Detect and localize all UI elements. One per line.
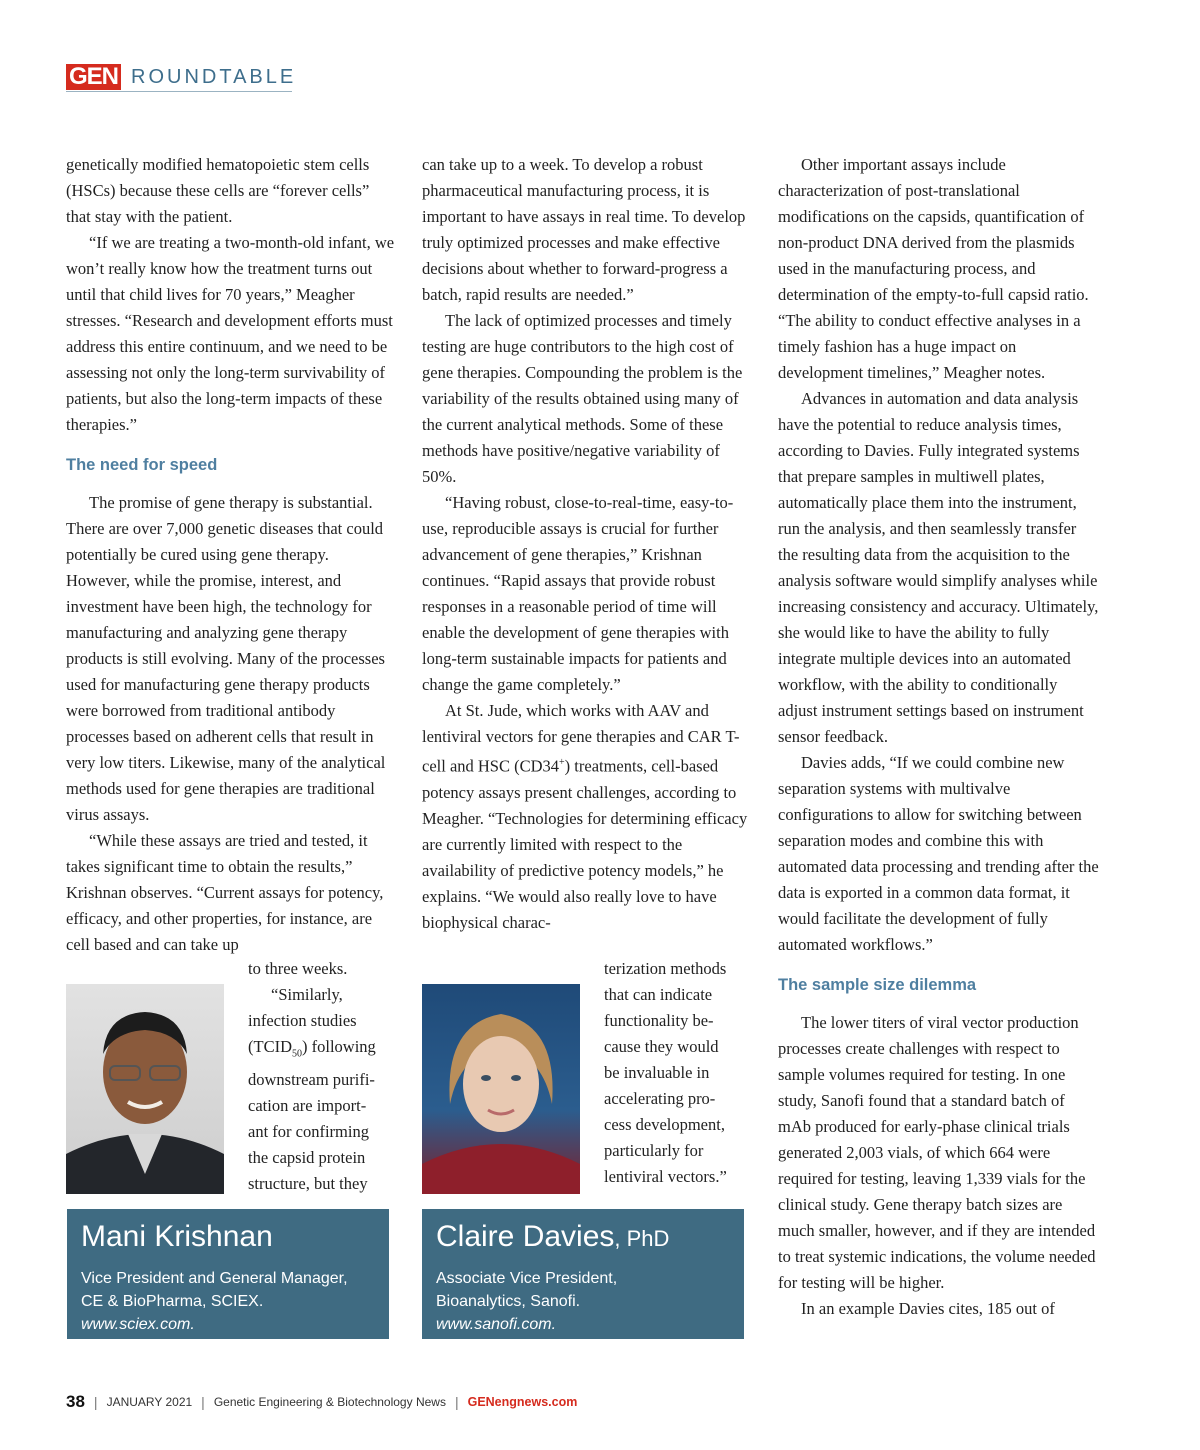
paragraph: “Having robust, close-to-real-time, easy-to-use, reproducible assays is crucial for further advancement of gene therapies,” Krishnan continues. “Rapid assays that provide robust responses in a reasonable period of time will enable the development of gene therapies with long-term sustainable impacts for patients and change the game completely.” [422, 493, 734, 694]
text-line: functionality be- [604, 1011, 714, 1030]
text-line: infection studies [248, 1011, 357, 1030]
text-line: ant for confirming [248, 1122, 369, 1142]
bio-title: Associate Vice President, Bioanalytics, Sanofi. [436, 1270, 618, 1310]
article-column-1 [66, 152, 396, 958]
article-column-2 [422, 152, 752, 936]
text-line: be invaluable in [604, 1063, 710, 1082]
gen-logo: GEN [66, 64, 121, 90]
paragraph: Davies adds, “If we could combine new separation systems with multivalve configurations to allow for switching between separation modes and combine this with automated data processing and trending after the data is exported in a common data format, it would facilitate the development of fully automated workflows.” [778, 753, 1099, 954]
bio-name: Mani Krishnan [81, 1220, 273, 1253]
text-line: to three weeks. [248, 959, 348, 978]
bio-name: Claire Davies, PhD [436, 1220, 670, 1253]
publication-name: Genetic Engineering & Biotechnology News [213, 1395, 446, 1409]
page-number: 38 [66, 1392, 85, 1411]
davies-portrait-image [422, 984, 580, 1194]
paragraph: The lower titers of viral vector production processes create challenges with respect to sample volumes required for testing. In one study, Sanofi found that a standard batch of mAb produced for early-phase clinical trials generated 2,003 vials, of which 664 were required for testing, leaving 1,339 vials for the clinical study. Gene therapy batch sizes are much smaller, however, and if they are intended to treat systemic indications, the volume needed for testing will be higher. [778, 1013, 1096, 1292]
portrait-icon [422, 984, 580, 1194]
paragraph: The lack of optimized processes and timely testing are huge contributors to the high cost of gene therapies. Compounding the problem is the variability of the results obtained using many of the current analytical methods. Some of these methods have positive/negative variability of 50%. [422, 311, 743, 486]
text-line: the capsid protein [248, 1148, 366, 1168]
paragraph: At St. Jude, which works with AAV and lentiviral vectors for gene therapies and CAR T-cell and HSC (CD34+) treatments, cell-based potency assays present challenges, according to Meagher. “Technologies for determining efficacy are currently limited with respect to the availability of predictive potency models,” he explains. “We would also really love to have biophysical charac- [422, 701, 748, 932]
text-line: “Similarly, [271, 985, 343, 1004]
section-label: ROUNDTABLE [131, 65, 297, 88]
text-line: terization methods [604, 959, 727, 978]
bio-card-krishnan [67, 1209, 389, 1339]
text-line: particularly for [604, 1141, 704, 1160]
text-line: structure, but they [248, 1174, 368, 1194]
paragraph: Other important assays include characterization of post-translational modifications on the capsids, quantification of non-product DNA derived from the plasmids used in the manufacturing process, and determination of the empty-to-full capsid ratio. “The ability to conduct effective analyses in a timely fashion has a huge impact on development timelines,” Meagher notes. [778, 155, 1089, 382]
text-line: downstream purifi- [248, 1070, 375, 1090]
paragraph: “While these assays are tried and tested, it takes significant time to obtain the results,” Krishnan observes. “Current assays for potency, efficacy, and other properties, for instance, are cell based and can take up [66, 831, 384, 954]
article-column-3 [778, 152, 1100, 1322]
portrait-icon [66, 984, 224, 1194]
paragraph: Advances in automation and data analysis have the potential to reduce analysis times, according to Davies. Fully integrated systems that prepare samples in multiwell plates, automatically place them into the instrument, run the analysis, and then seamlessly transfer the resulting data from the acquisition to the analysis software would simplify analyses while increasing consistency and accuracy. Ultimately, she would like to have the ability to fully integrate multiple devices into an automated workflow, with the ability to conditionally adjust instrument settings based on instrument sensor feedback. [778, 389, 1099, 746]
text-line: cess development, [604, 1115, 725, 1134]
header-divider [66, 91, 292, 92]
paragraph: “If we are treating a two-month-old infant, we won’t really know how the treatment turns out until that child lives for 70 years,” Meagher stresses. “Research and development efforts must address this entire continuum, and we need to be assessing not only the long-term survivability of patients, but also the long-term impacts of these therapies.” [66, 233, 395, 434]
subheading-need-for-speed: The need for speed [66, 456, 218, 474]
bio-website-link[interactable]: www.sanofi.com. [436, 1316, 557, 1333]
page-header [66, 64, 296, 90]
bio-title: Vice President and General Manager, CE & BioPharma, SCIEX. [81, 1270, 348, 1310]
text-line: cation are import- [248, 1096, 367, 1116]
text-line: $(TCID_{50})$ following [248, 1037, 376, 1060]
bio-card-davies [422, 1209, 744, 1339]
page-footer [66, 1392, 577, 1412]
wrapped-text-column-1 [248, 956, 388, 1197]
footer-separator: | [454, 1394, 459, 1410]
issue-date: JANUARY 2021 [106, 1395, 193, 1409]
bio-website-link[interactable]: www.sciex.com. [81, 1316, 195, 1333]
krishnan-portrait-image [66, 984, 224, 1194]
site-link[interactable]: GENengnews.com [467, 1395, 578, 1409]
text-line: that can indicate [604, 985, 713, 1004]
paragraph: In an example Davies cites, 185 out of [801, 1299, 1055, 1318]
text-line: lentiviral vectors.” [604, 1167, 727, 1186]
paragraph: can take up to a week. To develop a robust pharmaceutical manufacturing process, it is important to have assays in real time. To develop truly optimized processes and make effective decisions about whether to forward-progress a batch, rapid results are needed.” [422, 155, 746, 304]
text-line: cause they would [604, 1037, 719, 1056]
wrapped-text-column-2 [604, 956, 749, 1190]
paragraph: genetically modified hematopoietic stem cells (HSCs) because these cells are “forever cells” that stay with the patient. [66, 155, 370, 226]
footer-separator: | [201, 1394, 205, 1410]
text-line: accelerating pro- [604, 1089, 716, 1108]
footer-separator: | [93, 1394, 98, 1410]
subheading-sample-size-dilemma: The sample size dilemma [778, 976, 977, 994]
paragraph: The promise of gene therapy is substantial. There are over 7,000 genetic diseases that could potentially be cured using gene therapy. However, while the promise, interest, and investment have been high, the technology for manufacturing and analyzing gene therapy products is still evolving. Many of the processes used for manufacturing gene therapy products were borrowed from traditional antibody processes based on adherent cells that result in very low titers. Likewise, many of the analytical methods used for gene therapies are traditional virus assays. [66, 493, 386, 824]
